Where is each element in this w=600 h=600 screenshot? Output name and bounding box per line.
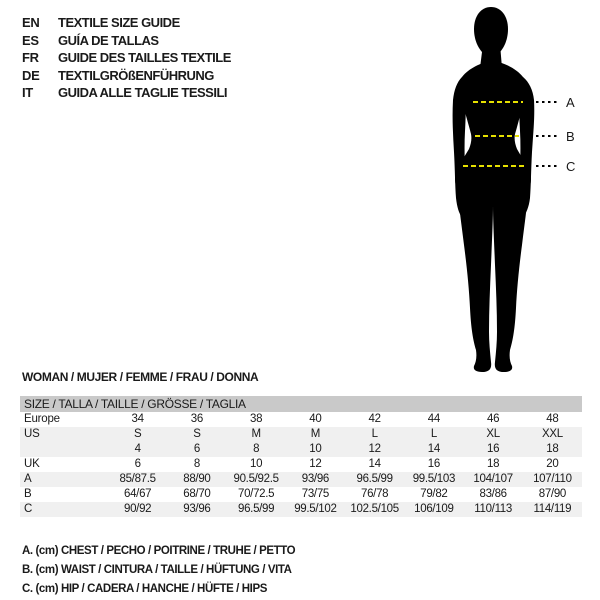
language-list <box>22 14 231 102</box>
size-cell: M <box>310 428 321 440</box>
size-table <box>20 396 582 517</box>
language-label: TEXTILGRÖßENFÜHRUNG <box>58 67 214 83</box>
size-cell: 8 <box>193 458 200 470</box>
row-label: B <box>24 488 32 500</box>
size-cell: 46 <box>487 413 500 425</box>
measurement-note: A. (cm) CHEST / PECHO / POITRINE / TRUHE / PETTO <box>22 545 296 557</box>
size-cell: 8 <box>253 443 260 455</box>
size-cell: 93/96 <box>183 503 211 515</box>
size-cell: XXL <box>541 428 563 440</box>
table-row <box>20 472 582 487</box>
table-row <box>20 487 582 502</box>
size-cell: 14 <box>368 458 381 470</box>
row-label: A <box>24 473 32 485</box>
size-cell: S <box>193 428 201 440</box>
size-cell: 96.5/99 <box>237 503 275 515</box>
size-cell: 4 <box>134 443 141 455</box>
measurement-note: B. (cm) WAIST / CINTURA / TAILLE / HÜFTUNG / VITA <box>22 564 292 576</box>
size-cell: 99.5/103 <box>412 473 456 485</box>
woman-silhouette <box>453 7 535 372</box>
row-label: UK <box>24 458 40 470</box>
table-row <box>20 412 582 427</box>
language-code: DE <box>22 67 40 83</box>
row-label <box>20 442 108 457</box>
size-cell: 12 <box>368 443 381 455</box>
table-row <box>20 457 582 472</box>
size-cell: 16 <box>427 458 440 470</box>
size-cell: L <box>371 428 378 440</box>
measure-label-a: A <box>566 95 575 110</box>
row-label: C <box>24 503 33 515</box>
size-cell: 107/110 <box>533 473 572 485</box>
size-cell: 10 <box>250 458 263 470</box>
size-table-header: SIZE / TALLA / TAILLE / GRÖSSE / TAGLIA <box>20 396 582 412</box>
table-row <box>20 427 582 442</box>
size-cell: 68/70 <box>183 488 211 500</box>
size-cell: M <box>251 428 261 440</box>
language-code: ES <box>22 32 39 48</box>
size-cell: 83/86 <box>479 488 507 500</box>
size-cell: 20 <box>546 458 559 470</box>
measurement-notes <box>22 542 295 599</box>
size-cell: 40 <box>309 413 322 425</box>
size-cell: 106/109 <box>414 503 454 515</box>
language-label: TEXTILE SIZE GUIDE <box>58 15 180 31</box>
size-cell: 90/92 <box>123 503 152 515</box>
size-cell: XL <box>486 428 500 440</box>
size-cell: 85/87.5 <box>119 473 156 485</box>
size-cell: 48 <box>546 413 559 425</box>
section-title: WOMAN / MUJER / FEMME / FRAU / DONNA <box>22 370 259 384</box>
language-row <box>22 67 231 85</box>
size-cell: 93/96 <box>301 473 330 485</box>
language-label: GUIDA ALLE TAGLIE TESSILI <box>58 85 228 101</box>
language-label: GUÍA DE TALLAS <box>58 32 159 48</box>
language-row <box>22 32 231 50</box>
size-cell: 44 <box>427 413 440 425</box>
language-row <box>22 84 231 102</box>
woman-silhouette-figure <box>415 0 575 380</box>
size-cell: 6 <box>134 458 141 470</box>
size-cell: S <box>133 428 142 440</box>
table-row <box>20 502 582 517</box>
table-row <box>20 442 582 457</box>
language-code: FR <box>22 50 39 66</box>
size-cell: 76/78 <box>360 488 389 500</box>
size-cell: 18 <box>487 458 500 470</box>
language-code: EN <box>22 15 40 31</box>
size-cell: 79/82 <box>420 488 448 500</box>
size-cell: L <box>430 428 437 440</box>
size-cell: 102.5/105 <box>350 503 399 515</box>
size-cell: 88/90 <box>183 473 211 485</box>
size-cell: 90.5/92.5 <box>233 473 279 485</box>
row-label: Europe <box>24 413 60 425</box>
size-cell: 114/119 <box>533 503 572 515</box>
size-cell: 104/107 <box>473 473 513 485</box>
measurement-note: C. (cm) HIP / CADERA / HANCHE / HÜFTE / HIPS <box>22 583 268 595</box>
language-code: IT <box>22 85 33 101</box>
size-cell: 10 <box>309 443 322 455</box>
size-cell: 34 <box>131 413 144 425</box>
size-cell: 12 <box>309 458 322 470</box>
size-cell: 96.5/99 <box>356 473 393 485</box>
size-cell: 14 <box>427 443 440 455</box>
size-cell: 87/90 <box>538 488 567 500</box>
size-cell: 36 <box>190 413 203 425</box>
size-cell: 70/72.5 <box>237 488 275 500</box>
measure-label-b: B <box>566 129 575 144</box>
language-row <box>22 49 231 67</box>
measure-label-c: C <box>566 159 575 174</box>
size-cell: 18 <box>546 443 559 455</box>
size-cell: 110/113 <box>474 503 512 515</box>
row-label: US <box>24 428 40 440</box>
size-table-body <box>20 412 582 517</box>
size-cell: 99.5/102 <box>294 503 337 515</box>
size-cell: 6 <box>193 443 200 455</box>
language-label: GUIDE DES TAILLES TEXTILE <box>58 50 231 66</box>
language-row <box>22 14 231 32</box>
size-cell: 42 <box>368 413 381 425</box>
size-cell: 73/75 <box>301 488 330 500</box>
size-cell: 38 <box>250 413 263 425</box>
size-cell: 16 <box>487 443 500 455</box>
size-cell: 64/67 <box>123 488 152 500</box>
